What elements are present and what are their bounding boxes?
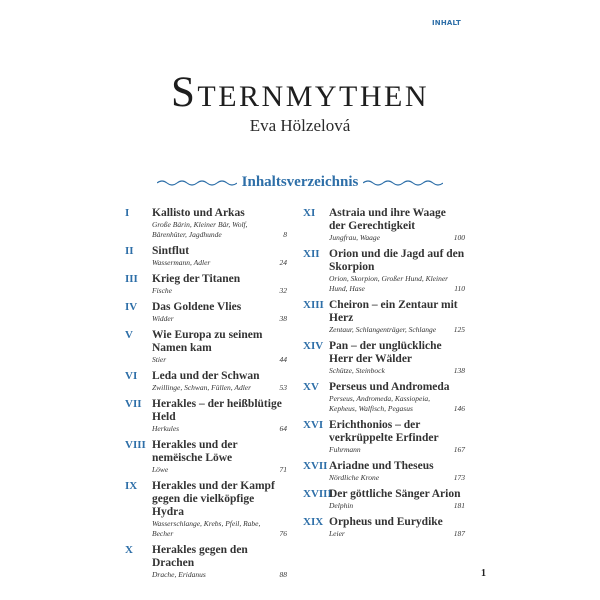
constellations: Zwillinge, Schwan, Füllen, Adler (152, 383, 252, 392)
chapter-number: XIX (303, 516, 324, 528)
constellations: Drache, Eridanus (152, 570, 206, 579)
chapter-details (329, 529, 465, 539)
toc-entry-body (152, 439, 287, 475)
page-ref: 100 (453, 233, 465, 242)
chapter-details (152, 286, 287, 296)
toc-entry[interactable] (125, 480, 287, 539)
toc-entry[interactable] (125, 207, 287, 240)
page-ref: 64 (279, 424, 287, 433)
page-ref: 32 (279, 286, 287, 295)
toc-entry[interactable] (303, 340, 465, 376)
chapter-title: Astraia und ihre Waage der Gerechtigkeit (329, 207, 446, 232)
chapter-details (152, 465, 287, 475)
chapter-title: Herakles und der Kampf gegen die vielköpfige Hydra (152, 480, 275, 518)
toc-entry-body (152, 273, 287, 296)
toc-entry-body (329, 299, 465, 335)
constellations: Große Bärin, Kleiner Bär, Wolf, Bärenhüter, Jagdhunde (152, 220, 248, 239)
toc-heading (150, 174, 450, 191)
toc-entry[interactable] (303, 516, 465, 539)
chapter-number: X (125, 544, 133, 556)
toc-entry-body (329, 248, 465, 294)
chapter-title: Leda und der Schwan (152, 370, 260, 382)
chapter-details (329, 394, 465, 414)
chapter-number: II (125, 245, 134, 257)
page-ref: 138 (453, 366, 465, 375)
page-ref: 44 (279, 355, 287, 364)
chapter-title: Der göttliche Sänger Arion (329, 488, 461, 500)
constellations: Herkules (152, 424, 180, 433)
chapter-title: Wie Europa zu seinem Namen kam (152, 329, 263, 354)
toc-entry[interactable] (303, 381, 465, 414)
chapter-title: Herakles und der nemëische Löwe (152, 439, 238, 464)
chapter-title: Orpheus und Eurydike (329, 516, 443, 528)
page-number: 1 (481, 568, 486, 579)
toc-heading-label: Inhaltsverzeichnis (241, 174, 359, 190)
toc-entry-body (329, 516, 465, 539)
chapter-details (152, 424, 287, 434)
toc-column-right (303, 207, 465, 544)
constellations: Orion, Skorpion, Großer Hund, Kleiner Hund, Hase (329, 274, 449, 293)
constellations: Perseus, Andromeda, Kassiopeia, Kepheus, Walfisch, Pegasus (329, 394, 431, 413)
chapter-title: Krieg der Titanen (152, 273, 241, 285)
page-ref: 53 (279, 383, 287, 392)
page-ref: 88 (279, 570, 287, 579)
toc-entry-body (152, 329, 287, 365)
toc-entry-body (152, 301, 287, 324)
toc-entry[interactable] (125, 245, 287, 268)
author-name: Eva Hölzelová (249, 116, 351, 135)
constellations: Fuhrmann (329, 445, 361, 454)
toc-entry-body (329, 419, 465, 455)
chapter-details (152, 519, 287, 539)
constellations: Jungfrau, Waage (329, 233, 380, 242)
toc-entry[interactable] (303, 248, 465, 294)
toc-entry-body (329, 340, 465, 376)
chapter-details (152, 220, 287, 240)
constellations: Wasserschlange, Krebs, Pfeil, Rabe, Becher (152, 519, 261, 538)
wave-ornament-icon (157, 179, 237, 187)
chapter-title: Das Goldene Vlies (152, 301, 242, 313)
toc-entry[interactable] (303, 419, 465, 455)
page-ref: 24 (279, 258, 287, 267)
toc-entry-body (152, 370, 287, 393)
toc-entry-body (329, 488, 465, 511)
page-ref: 181 (453, 501, 465, 510)
wave-ornament-icon (363, 179, 443, 187)
chapter-details (329, 325, 465, 335)
chapter-details (152, 383, 287, 393)
toc-entry-body (152, 207, 287, 240)
page-ref: 125 (453, 325, 465, 334)
page-ref: 173 (453, 473, 465, 482)
chapter-number: XII (303, 248, 320, 260)
toc-entry-body (152, 398, 287, 434)
page-ref: 146 (453, 404, 465, 413)
constellations: Leier (329, 529, 345, 538)
page-ref: 110 (454, 284, 465, 293)
toc-entry-body (329, 381, 465, 414)
chapter-number: IV (125, 301, 138, 313)
toc-entry[interactable] (125, 439, 287, 475)
page-ref: 8 (283, 230, 287, 239)
chapter-title: Herakles gegen den Drachen (152, 544, 248, 569)
chapter-details (329, 445, 465, 455)
chapter-title: Orion und die Jagd auf den Skorpion (329, 248, 465, 273)
toc-entry[interactable] (125, 370, 287, 393)
constellations: Schütze, Steinbock (329, 366, 385, 375)
chapter-details (152, 258, 287, 268)
chapter-number: XIV (303, 340, 324, 352)
chapter-title: Perseus und Andromeda (329, 381, 450, 393)
chapter-number: XV (303, 381, 319, 393)
chapter-details (329, 473, 465, 483)
page-ref: 38 (279, 314, 287, 323)
toc-entry[interactable] (125, 544, 287, 580)
toc-entry[interactable] (303, 207, 465, 243)
toc-entry-body (152, 245, 287, 268)
toc-entry[interactable] (303, 460, 465, 483)
constellations: Löwe (152, 465, 169, 474)
page-ref: 187 (453, 529, 465, 538)
chapter-details (329, 233, 465, 243)
chapter-details (152, 570, 287, 580)
page-ref: 76 (279, 529, 287, 538)
toc-entry-body (152, 480, 287, 539)
toc-entry-body (329, 460, 465, 483)
toc-entry[interactable] (303, 299, 465, 335)
chapter-title: Kallisto und Arkas (152, 207, 245, 219)
chapter-number: VII (125, 398, 142, 410)
chapter-title: Herakles – der heißblütige Held (152, 398, 282, 423)
toc-entry[interactable] (125, 273, 287, 296)
chapter-title: Erichthonios – der verkrüppelte Erfinder (329, 419, 439, 444)
constellations: Delphin (329, 501, 354, 510)
chapter-details (329, 501, 465, 511)
chapter-number: V (125, 329, 133, 341)
toc-entry-body (152, 544, 287, 580)
page-ref: 71 (279, 465, 287, 474)
chapter-details (152, 355, 287, 365)
book-title: Sternmythen (170, 69, 430, 116)
chapter-number: XVIII (303, 488, 332, 500)
toc-entry[interactable] (125, 329, 287, 365)
constellations: Widder (152, 314, 174, 323)
toc-column-left (125, 207, 287, 585)
chapter-title: Sintflut (152, 245, 190, 257)
constellations: Zentaur, Schlangenträger, Schlange (329, 325, 437, 334)
chapter-number: XVI (303, 419, 324, 431)
chapter-number: III (125, 273, 138, 285)
constellations: Stier (152, 355, 167, 364)
chapter-number: I (125, 207, 130, 219)
page-ref: 167 (453, 445, 465, 454)
chapter-title: Pan – der unglückliche Herr der Wälder (329, 340, 442, 365)
chapter-number: VI (125, 370, 138, 382)
constellations: Nördliche Krone (329, 473, 380, 482)
chapter-title: Ariadne und Theseus (329, 460, 434, 472)
chapter-number: XIII (303, 299, 324, 311)
toc-entry[interactable] (125, 398, 287, 434)
chapter-number: IX (125, 480, 138, 492)
chapter-number: XVII (303, 460, 328, 472)
constellations: Fische (152, 286, 172, 295)
constellations: Wassermann, Adler (152, 258, 211, 267)
chapter-title: Cheiron – ein Zentaur mit Herz (329, 299, 458, 324)
chapter-number: XI (303, 207, 316, 219)
toc-entry[interactable] (303, 488, 465, 511)
chapter-details (329, 366, 465, 376)
toc-entry[interactable] (125, 301, 287, 324)
toc-entry-body (329, 207, 465, 243)
running-head: INHALT (432, 19, 462, 27)
chapter-details (152, 314, 287, 324)
chapter-details (329, 274, 465, 294)
chapter-number: VIII (125, 439, 146, 451)
